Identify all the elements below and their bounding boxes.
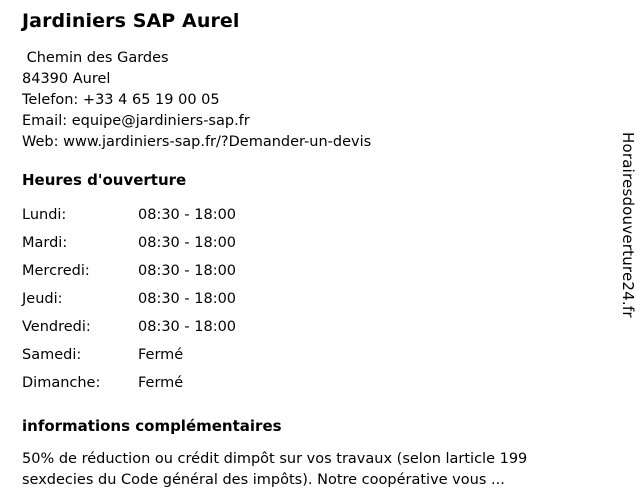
table-row [22,233,308,261]
hours-day-label: Lundi: [22,207,67,223]
hours-time-value: 08:30 - 18:00 [138,291,237,307]
hours-time-value: 08:30 - 18:00 [138,319,237,335]
additional-info-heading: informations complémentaires [22,417,282,435]
address-city: 84390 Aurel [22,71,111,87]
address-street: Chemin des Gardes [22,50,169,66]
hours-day-label: Mardi: [22,235,68,251]
table-row [22,261,308,289]
website-line[interactable]: Web: www.jardiniers-sap.fr/?Demander-un-devis [22,134,372,150]
table-row [22,317,308,345]
hours-time-value: Fermé [138,347,184,363]
hours-day-label: Mercredi: [22,263,90,279]
hours-time-value: 08:30 - 18:00 [138,207,237,223]
table-row [22,345,308,373]
opening-hours-table [22,205,308,401]
address-block [22,48,592,153]
watermark-label: Horairesdouverture24.fr [619,132,637,318]
hours-time-value: 08:30 - 18:00 [138,235,237,251]
additional-info-text: 50% de réduction ou crédit dimpôt sur vos travaux (selon larticle 199 sexdecies du Code général des impôts). Notre coopérative vous ... [22,451,528,488]
hours-time-value: Fermé [138,375,184,391]
hours-time-value: 08:30 - 18:00 [138,263,237,279]
hours-day-label: Jeudi: [22,291,63,307]
table-row [22,205,308,233]
hours-day-label: Samedi: [22,347,82,363]
email-line: Email: equipe@jardiniers-sap.fr [22,113,250,129]
hours-day-label: Dimanche: [22,375,101,391]
main-content [22,10,592,491]
opening-hours-heading: Heures d'ouverture [22,171,187,189]
table-row [22,373,308,401]
table-row [22,289,308,317]
page-title: Jardiniers SAP Aurel [22,10,240,32]
hours-day-label: Vendredi: [22,319,91,335]
phone-line: Telefon: +33 4 65 19 00 05 [22,92,220,108]
